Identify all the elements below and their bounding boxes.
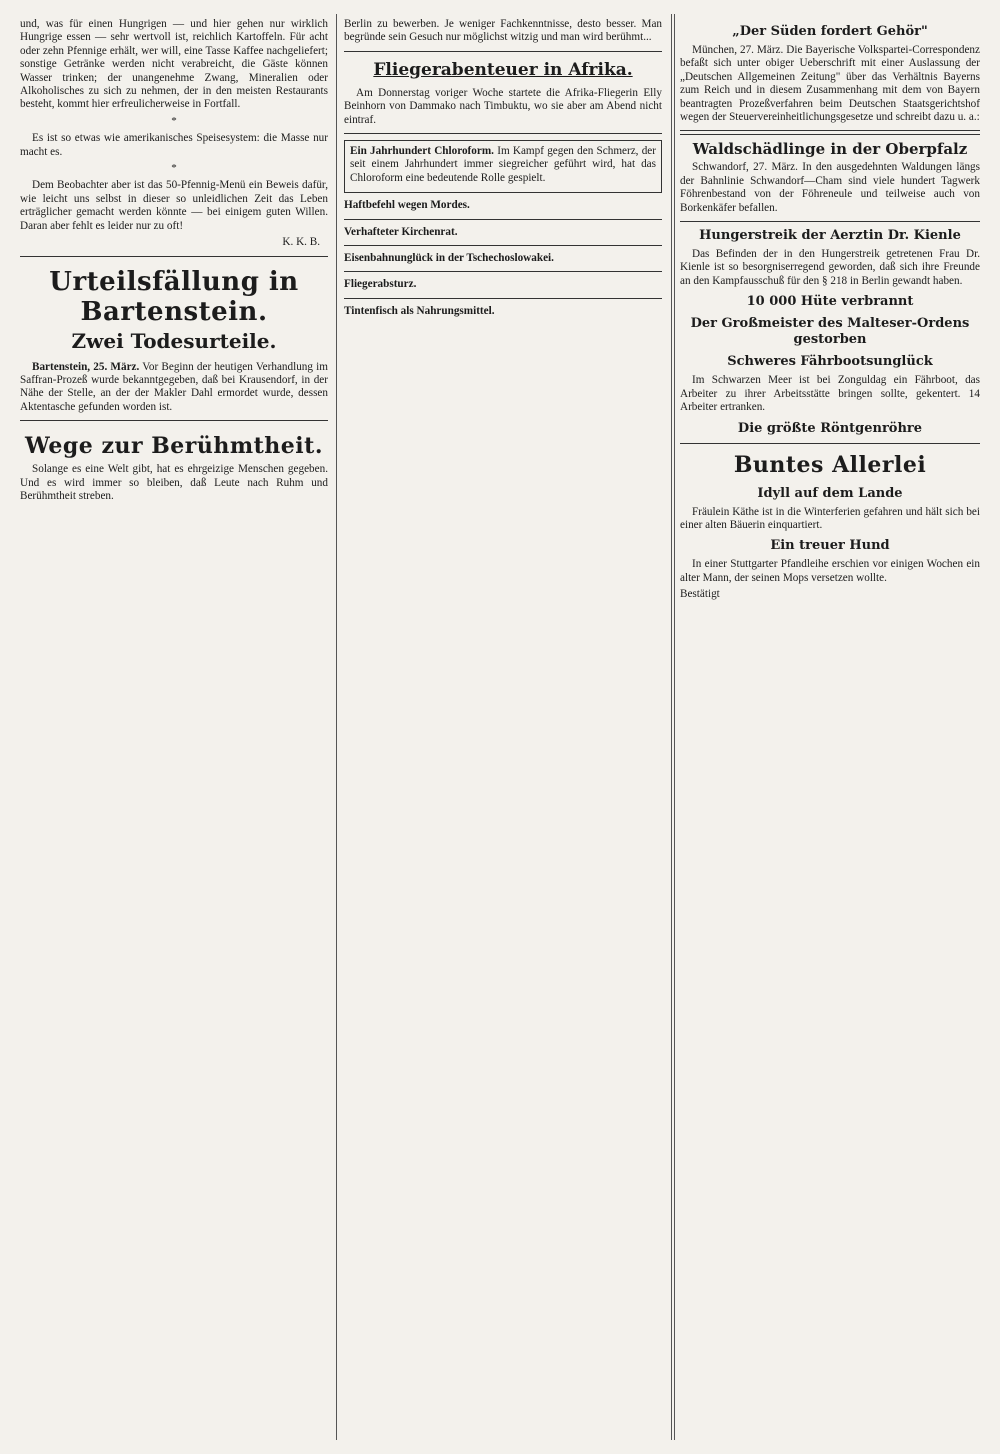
column-divider <box>671 14 672 1440</box>
article-headline: Verhafteter Kirchenrat. <box>344 225 458 238</box>
article-headline: Ein Jahrhundert Chloroform. <box>350 145 494 158</box>
article-headline: Fliegerabsturz. <box>344 278 417 291</box>
article-text: Dem Beobachter aber ist das 50-Pfennig-Menü ein Beweis dafür, wie leicht uns selbst in dieser so unleidlichen Zeit das Leben erträglicher gemacht werden könnte — bei einigem guten Willen. Daran aber fehlt es leider nur zu oft! <box>20 179 328 232</box>
article-headline: Fliegerabenteuer in Afrika. <box>373 59 633 80</box>
article-headline: Idyll auf dem Lande <box>757 485 903 501</box>
article-headline: Hungerstreik der Aerztin Dr. Kienle <box>699 228 961 244</box>
article-text: Berlin zu bewerben. Je weniger Fachkenntnisse, desto besser. Man begründe sein Gesuch nur möglichst witzig und man wird berühmt... <box>344 18 662 44</box>
signature: K. K. B. <box>282 236 320 249</box>
column-divider <box>336 14 337 1440</box>
article-text: In einer Stuttgarter Pfandleihe erschien vor einigen Wochen ein alter Mann, der seinen Mops versetzen wollte. <box>680 558 980 584</box>
article-box <box>344 140 662 193</box>
article-text: Vor Beginn der heutigen Verhandlung im Saffran-Prozeß wurde bekanntgegeben, daß bei Krausendorf, in der Nähe der Stelle, an der der Makler Dahl ermordet wurde, dessen Aktentasche gefunden worden ist. <box>20 360 328 413</box>
article-text: Fräulein Käthe ist in die Winterferien gefahren und hält sich bei einer alten Bäuerin einquartiert. <box>680 505 980 531</box>
article-headline: Wege zur Berühmtheit. <box>25 433 323 460</box>
article-headline: Eisenbahnunglück in der Tschechoslowakei. <box>344 252 554 265</box>
divider <box>344 298 662 299</box>
article-headline: Ein treuer Hund <box>770 538 890 554</box>
article-headline: Urteilsfällung in Bartenstein. <box>49 266 299 327</box>
divider <box>20 420 328 421</box>
article-headline: Haftbefehl wegen Mordes. <box>344 199 470 212</box>
article-text: Es ist so etwas wie amerikanisches Speisesystem: die Masse nur macht es. <box>20 132 328 158</box>
divider <box>680 443 980 444</box>
divider <box>344 271 662 272</box>
article-text: München, 27. März. Die Bayerische Volkspartei-Correspondenz befaßt sich unter obiger Ueberschrift mit einer Auslassung der „Deutschen Allgemeinen Zeitung" über das Verhältnis Bayerns zum Reich und in diesem Zusammenhang mit dem von Bayern beantragten Prozeßverfahren beim Deutschen Staatsgerichtshof wegen der Steuervereinheitlichungsgesetze und schreibt dazu u. a.: <box>680 44 980 124</box>
divider <box>344 245 662 246</box>
column-3 <box>680 18 980 1438</box>
article-text: und, was für einen Hungrigen — und hier gehen nur wirklich Hungrige essen — sehr wertvoll ist, reichlich Kartoffeln. Für acht oder zehn Pfennige erhält, wer will, eine Tasse Kaffee nachgeliefert; sonstige Getränke werden nicht verabreicht, die Gäste können Wasser trinken; der unangenehme Zwang, Mineralien oder Alkoholisches zu sich zu nehmen, der in den meisten Restaurants besteht, kommt hier erfreulicherweise in Fortfall. <box>20 18 328 111</box>
divider <box>20 256 328 257</box>
section-headline: Buntes Allerlei <box>733 451 927 478</box>
article-headline: „Der Süden fordert Gehör" <box>732 24 928 39</box>
divider <box>344 219 662 220</box>
column-1 <box>20 18 328 1438</box>
dateline: Bartenstein, 25. März. <box>32 360 140 373</box>
divider <box>680 130 980 135</box>
column-2 <box>344 18 662 1438</box>
article-headline: Schweres Fährbootsunglück <box>727 354 933 370</box>
article-headline: Waldschädlinge in der Oberpfalz <box>692 140 968 159</box>
separator-asterisk: * <box>171 114 177 127</box>
article-headline: Der Großmeister des Malteser-Ordens gestorben <box>690 316 970 348</box>
article-headline: Die größte Röntgenröhre <box>737 420 923 436</box>
divider <box>344 51 662 52</box>
divider <box>344 133 662 134</box>
article-text: Schwandorf, 27. März. In den ausgedehnten Waldungen längs der Bahnlinie Schwandorf—Cham sind viele hundert Tagwerk Föhrenbestand von der Föhreneule und teilweise auch von Borkenkäfer befallen. <box>680 161 980 214</box>
divider <box>680 221 980 222</box>
article-text: Am Donnerstag voriger Woche startete die Afrika-Fliegerin Elly Beinhorn von Dammako nach Timbuktu, wo sie aber am Abend nicht eintraf. <box>344 86 662 126</box>
article-text: Das Befinden der in den Hungerstreik getretenen Frau Dr. Kienle ist so besorgniserregend geworden, daß sich ihre Freunde an den Kampfausschuß für den § 218 in Berlin gewandt haben. <box>680 248 980 287</box>
article-text: Solange es eine Welt gibt, hat es ehrgeizige Menschen gegeben. Und es wird immer so bleiben, daß Leute nach Ruhm und Berühmtheit streben. <box>20 463 328 502</box>
article-headline: 10 000 Hüte verbrannt <box>746 294 914 310</box>
article-subheadline: Zwei Todesurteile. <box>71 328 277 353</box>
separator-asterisk: * <box>171 162 177 175</box>
article-headline: Tintenfisch als Nahrungsmittel. <box>344 304 495 317</box>
article-text: Bestätigt <box>680 588 720 601</box>
column-divider <box>674 14 675 1440</box>
article-text: Im Kampf gegen den Schmerz, der seit einem Jahrhundert immer siegreicher geführt wird, hat das Chloroform eine bedeutende Rolle gespielt. <box>350 145 657 184</box>
article-text: Im Schwarzen Meer ist bei Zonguldag ein Fährboot, das Arbeiter zu ihrer Arbeitsstätte bringen sollte, gekentert. 14 Arbeiter ertranken. <box>680 374 980 414</box>
